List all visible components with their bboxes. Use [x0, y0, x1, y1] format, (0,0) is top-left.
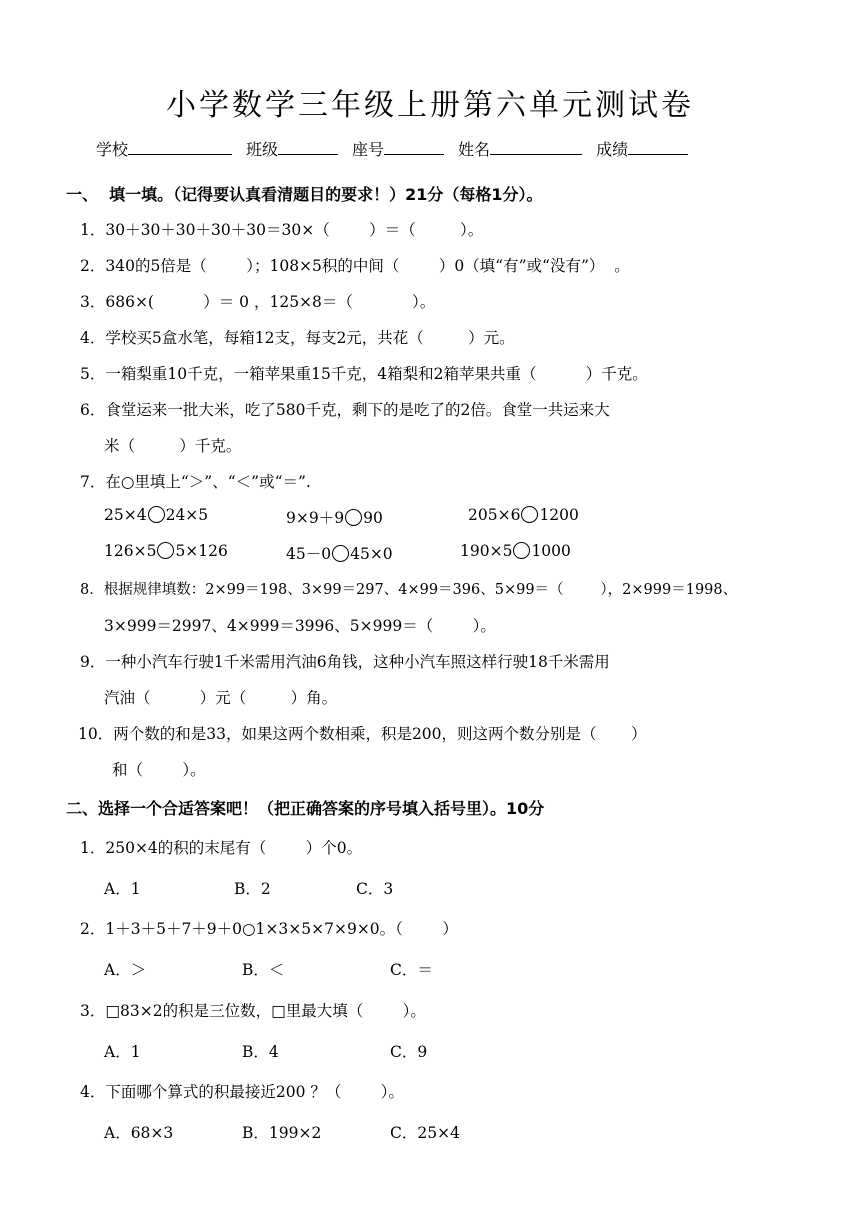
compare-circle[interactable]	[345, 509, 362, 526]
s1-question-6-cont: 米（ ）千克。	[104, 437, 242, 455]
option-c[interactable]: C．9	[390, 1043, 428, 1061]
name-label: 姓名	[458, 137, 582, 160]
compare-item: 25×4 24×5	[104, 506, 209, 524]
school-blank[interactable]	[128, 138, 232, 155]
s1-question-9: 9．一种小汽车行驶1千米需用汽油6角钱，这种小汽车照这样行驶18千米需用	[80, 653, 610, 671]
s1-question-6: 6．食堂运来一批大米，吃了580千克，剩下的是吃了的2倍。食堂一共运来大	[80, 401, 610, 419]
s1-question-2: 2．340的5倍是（ ）；108×5积的中间（ ）0（填“有”或“没有”） 。	[80, 257, 630, 275]
compare-circle[interactable]	[157, 542, 174, 559]
student-info-line	[96, 137, 688, 160]
page-title: 小学数学三年级上册第六单元测试卷	[166, 88, 694, 123]
compare-circle[interactable]	[148, 506, 165, 523]
option-a[interactable]: A．1	[104, 880, 141, 898]
option-a[interactable]: A．68×3	[104, 1124, 174, 1142]
option-c[interactable]: C．＝	[390, 961, 433, 979]
score-blank[interactable]	[628, 138, 688, 155]
s1-question-7: 7．在○里填上“＞”、“＜”或“＝”.	[80, 473, 311, 491]
s1-question-8-cont: 3×999＝2997、4×999＝3996、5×999＝（ ）。	[104, 617, 496, 635]
s2-question-3: 3．□83×2的积是三位数，□里最大填（ ）。	[80, 1002, 426, 1020]
s2-question-4: 4．下面哪个算式的积最接近200 ？（ ）。	[80, 1083, 405, 1101]
option-b[interactable]: B．＜	[242, 961, 285, 979]
compare-circle[interactable]	[521, 506, 538, 523]
compare-item: 205×6 1200	[468, 506, 579, 524]
score-label: 成绩	[596, 137, 688, 160]
option-a[interactable]: A．1	[104, 1043, 141, 1061]
compare-item: 126×5 5×126	[104, 542, 228, 560]
seat-blank[interactable]	[384, 138, 444, 155]
s1-question-3: 3．686×( ）＝ 0 ，125×8＝（ ）。	[80, 293, 436, 311]
compare-item: 190×5 1000	[460, 542, 571, 560]
s2-question-2: 2．1＋3＋5＋7＋9＋0○1×3×5×7×9×0。（ ）	[80, 920, 458, 938]
compare-item: 45－0 45×0	[286, 545, 393, 563]
option-c[interactable]: C．25×4	[390, 1124, 460, 1142]
s1-question-10-cont: 和（ ）。	[112, 761, 206, 779]
option-c[interactable]: C．3	[356, 880, 394, 898]
class-blank[interactable]	[278, 138, 338, 155]
option-b[interactable]: B．4	[242, 1043, 279, 1061]
s1-question-1: 1．30＋30＋30＋30＋30＝30×（ ）＝（ ）。	[80, 221, 484, 239]
s1-question-10: 10．两个数的和是33，如果这两个数相乘，积是200，则这两个数分别是（ ）	[78, 725, 647, 743]
s1-question-9-cont: 汽油（ ）元（ ）角。	[104, 689, 338, 707]
class-label: 班级	[246, 137, 338, 160]
section1-heading: 一、 填一填。（记得要认真看清题目的要求！）21分（每格1分）。	[66, 185, 543, 204]
s1-question-4: 4．学校买5盒水笔，每箱12支，每支2元，共花（ ）元。	[80, 329, 515, 347]
s2-question-1: 1．250×4的积的末尾有（ ）个0。	[80, 839, 363, 857]
name-blank[interactable]	[490, 138, 582, 155]
compare-circle[interactable]	[332, 545, 349, 562]
option-b[interactable]: B．2	[234, 880, 271, 898]
school-label: 学校	[96, 137, 232, 160]
s1-question-8: 8．根据规律填数：2×99＝198、3×99＝297、4×99＝396、5×99＝（ ），2×999＝1998、	[80, 582, 738, 598]
section2-heading: 二、选择一个合适答案吧！（把正确答案的序号填入括号里）。10分	[66, 799, 545, 818]
compare-item: 9×9＋9 90	[286, 509, 383, 527]
seat-label: 座号	[352, 137, 444, 160]
compare-circle[interactable]	[513, 542, 530, 559]
option-a[interactable]: A．＞	[104, 961, 147, 979]
s1-question-5: 5．一箱梨重10千克，一箱苹果重15千克，4箱梨和2箱苹果共重（ ）千克。	[80, 365, 648, 383]
option-b[interactable]: B．199×2	[242, 1124, 322, 1142]
